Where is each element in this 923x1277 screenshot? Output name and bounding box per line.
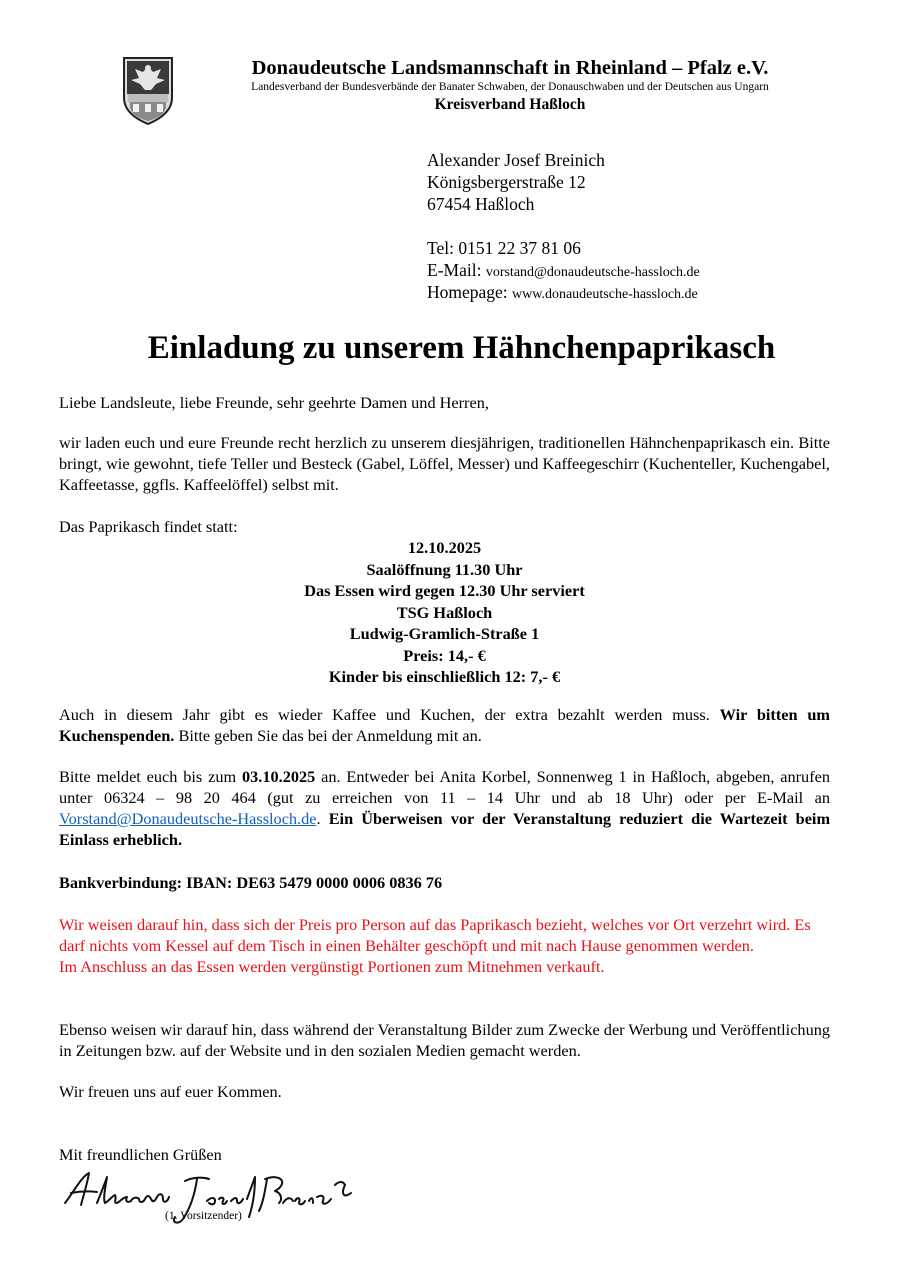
homepage-value: www.donaudeutsche-hassloch.de — [512, 287, 698, 302]
photo-notice: Ebenso weisen wir darauf hin, dass während der Veranstaltung Bilder zum Zwecke der Werbung und Veröffentlichung in Zeitungen bzw. auf der Website und in den sozialen Medien gemacht werden. — [59, 1020, 830, 1060]
registration-paragraph — [59, 766, 830, 850]
intro-paragraph: wir laden euch und eure Freunde recht herzlich zu unserem diesjährigen, traditionellen Hähnchenpaprikasch ein. Bitte bringt, wie gewohnt, tiefe Teller und Besteck (Gabel, Löffel, Messer) und Kaffeegeschirr (Kuchenteller, Kuchengabel, Kaffeetasse, ggfls. Kaffeelöffel) selbst mit. — [59, 433, 830, 494]
event-date: 12.10.2025 — [407, 538, 482, 557]
email-label: E-Mail: — [427, 260, 482, 280]
cake-paragraph — [59, 704, 830, 746]
sender-name: Alexander Josef Breinich — [427, 150, 605, 170]
event-intro: Das Paprikasch findet statt: — [59, 517, 238, 536]
registration-email-link[interactable]: Vorstand@Donaudeutsche-Hassloch.de — [59, 809, 317, 828]
org-subtitle: Landesverband der Bundesverbände der Banater Schwaben, der Donauschwaben und der Deutschen aus Ungarn — [251, 81, 769, 93]
registration-note: Ein Überweisen vor der Veranstaltung reduziert die Wartezeit beim Einlass erheblich. — [59, 809, 831, 849]
event-venue: TSG Haßloch — [396, 602, 493, 622]
registration-deadline: 03.10.2025 — [242, 767, 316, 786]
event-serving: Das Essen wird gegen 12.30 Uhr serviert — [304, 581, 585, 600]
page-title: Einladung zu unserem Hähnchenpaprikasch — [147, 330, 776, 366]
sender-city: 67454 Haßloch — [427, 194, 535, 214]
cake-text: Auch in diesem Jahr gibt es wieder Kaffee und Kuchen, der extra bezahlt werden muss. — [59, 705, 710, 724]
notice-line-2: Im Anschluss an das Essen werden vergünstigt Portionen zum Mitnehmen verkauft. — [59, 957, 605, 976]
bank-details: Bankverbindung: IBAN: DE63 5479 0000 0006 0836 76 — [59, 873, 443, 892]
event-doors: Saalöffnung 11.30 Uhr — [366, 559, 523, 579]
tel-value: 0151 22 37 81 06 — [458, 238, 581, 258]
notice-line-1: Wir weisen darauf hin, dass sich der Preis pro Person auf das Paprikasch bezieht, welches vor Ort verzehrt wird. Es darf nichts vom Kessel auf dem Tisch in einen Behälter geschöpft und mit nach Hause genommen werden. — [59, 915, 811, 955]
notice-paragraph — [59, 914, 830, 977]
cake-request: Wir bitten um Kuchenspenden. — [59, 705, 830, 745]
homepage-label: Homepage: — [427, 282, 508, 302]
greeting: Liebe Landsleute, liebe Freunde, sehr geehrte Damen und Herren, — [59, 393, 489, 412]
org-branch: Kreisverband Haßloch — [434, 96, 586, 113]
registration-pre: Bitte meldet euch bis zum — [59, 767, 237, 786]
tel-label: Tel: — [427, 238, 454, 258]
event-price: Preis: 14,- € — [403, 645, 486, 665]
event-street: Ludwig-Gramlich-Straße 1 — [349, 624, 540, 643]
registration-dot: . — [316, 809, 321, 828]
event-child-price: Kinder bis einschließlich 12: 7,- € — [328, 667, 561, 686]
registration-mid: an. Entweder bei Anita Korbel, Sonnenweg 1 in Haßloch, abgeben, anrufen unter 06324 – 98 20 464 (gut zu erreichen von 11 – 14 Uhr und ab 18 Uhr) oder per E-Mail an — [59, 767, 830, 807]
sender-street: Königsbergerstraße 12 — [427, 172, 586, 192]
sender-homepage — [427, 281, 698, 306]
signer-role: (1. Vorsitzender) — [165, 1210, 242, 1222]
cake-tail: Bitte geben Sie das bei der Anmeldung mit an. — [178, 726, 482, 745]
email-value: vorstand@donaudeutsche-hassloch.de — [485, 265, 700, 280]
event-details — [59, 537, 830, 688]
sender-phone — [427, 237, 581, 259]
salutation: Mit freundlichen Grüßen — [59, 1145, 222, 1164]
org-name: Donaudeutsche Landsmannschaft in Rheinland – Pfalz e.V. — [251, 57, 769, 79]
closing: Wir freuen uns auf euer Kommen. — [59, 1082, 282, 1101]
